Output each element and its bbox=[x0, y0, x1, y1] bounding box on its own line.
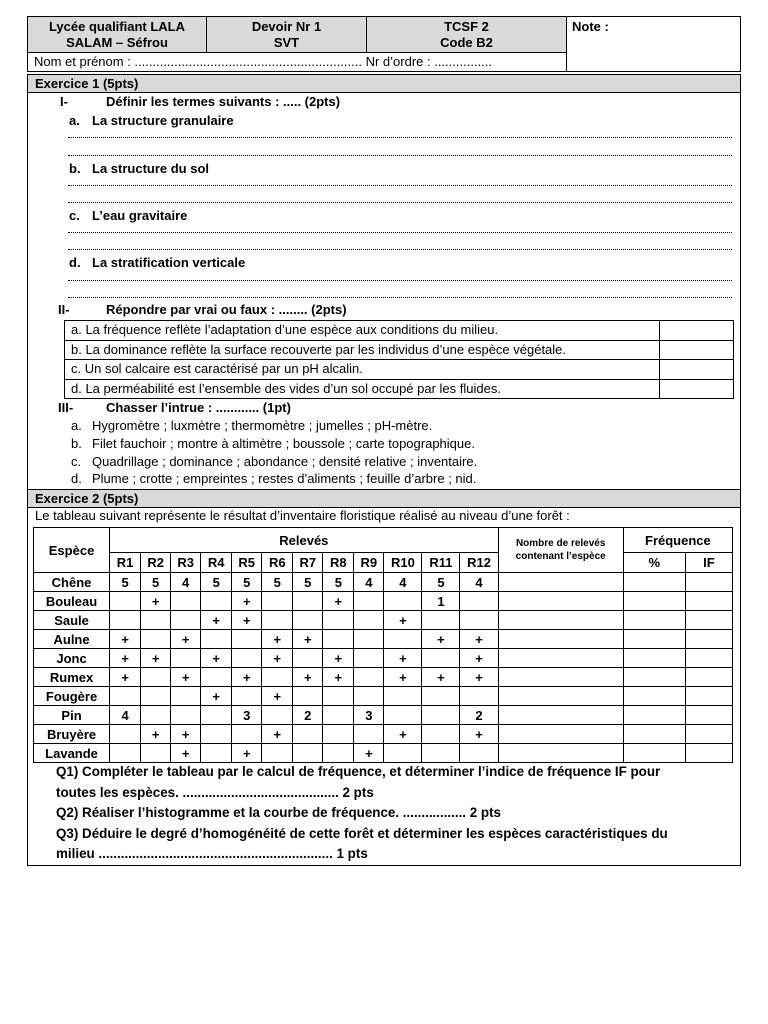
releve-cell bbox=[262, 592, 293, 611]
school-line-1: Lycée qualifiant LALA bbox=[48, 18, 186, 34]
species-name: Chêne bbox=[34, 573, 110, 592]
releve-cell bbox=[460, 744, 498, 763]
releve-cell: + bbox=[110, 668, 141, 687]
part-2-title: Répondre par vrai ou faux : ........ (2pts) bbox=[106, 302, 347, 317]
species-name: Saule bbox=[34, 611, 110, 630]
releve-cell: + bbox=[384, 668, 422, 687]
releve-cell bbox=[232, 649, 262, 668]
species-row bbox=[34, 649, 733, 668]
if-cell[interactable] bbox=[685, 592, 732, 611]
statement: a. La fréquence reflète l’adaptation d’une espèce aux conditions du milieu. bbox=[65, 321, 660, 341]
if-header: IF bbox=[685, 553, 732, 573]
releve-cell bbox=[422, 725, 460, 744]
species-name: Jonc bbox=[34, 649, 110, 668]
releve-cell: + bbox=[171, 744, 201, 763]
releve-cell bbox=[110, 744, 141, 763]
header-table bbox=[27, 16, 741, 72]
releve-cell: + bbox=[460, 649, 498, 668]
releve-cell: + bbox=[262, 630, 293, 649]
question-3: Q3) Déduire le degré d’homogénéité de cette forêt et déterminer les espèces caractéristiques du bbox=[56, 826, 668, 841]
answer-line[interactable] bbox=[68, 185, 732, 186]
releve-cell bbox=[293, 687, 323, 706]
percent-cell[interactable] bbox=[623, 592, 685, 611]
releve-cell bbox=[293, 725, 323, 744]
true-false-row bbox=[65, 360, 734, 380]
if-cell[interactable] bbox=[685, 687, 732, 706]
releve-cell bbox=[354, 649, 384, 668]
classe-line-2: Code B2 bbox=[440, 34, 493, 50]
percent-cell[interactable] bbox=[623, 725, 685, 744]
releve-cell bbox=[422, 706, 460, 725]
species-row bbox=[34, 573, 733, 592]
releve-cell: + bbox=[422, 630, 460, 649]
releve-cell bbox=[141, 687, 171, 706]
releve-cell bbox=[354, 687, 384, 706]
releve-cell bbox=[422, 649, 460, 668]
releve-column-header: R10 bbox=[384, 553, 422, 573]
releve-cell bbox=[384, 744, 422, 763]
releve-column-header: R2 bbox=[141, 553, 171, 573]
releve-cell bbox=[293, 592, 323, 611]
answer-box[interactable] bbox=[660, 340, 734, 360]
releve-cell bbox=[354, 725, 384, 744]
releve-cell: 3 bbox=[354, 706, 384, 725]
question-3-cont: milieu ............................................................... 1 pts bbox=[56, 846, 368, 861]
releve-cell bbox=[293, 744, 323, 763]
answer-box[interactable] bbox=[660, 379, 734, 399]
releve-cell bbox=[201, 630, 232, 649]
term-c: L’eau gravitaire bbox=[92, 208, 188, 223]
true-false-row bbox=[65, 379, 734, 399]
species-row bbox=[34, 687, 733, 706]
name-field[interactable]: Nom et prénom : ............................................................... Nr d’ordre : ................ bbox=[28, 53, 567, 72]
if-cell[interactable] bbox=[685, 630, 732, 649]
releve-cell: + bbox=[384, 649, 422, 668]
species-name: Rumex bbox=[34, 668, 110, 687]
species-row bbox=[34, 630, 733, 649]
percent-cell[interactable] bbox=[623, 744, 685, 763]
releve-cell bbox=[262, 706, 293, 725]
term-b-letter: b. bbox=[69, 161, 81, 176]
intrus-d: Plume ; crotte ; empreintes ; restes d’aliments ; feuille d’arbre ; nid. bbox=[92, 471, 477, 486]
answer-line[interactable] bbox=[68, 297, 732, 298]
if-cell[interactable] bbox=[685, 725, 732, 744]
releve-cell: + bbox=[110, 649, 141, 668]
releve-cell: 5 bbox=[422, 573, 460, 592]
exercise-2-intro: Le tableau suivant représente le résultat d’inventaire floristique réalisé au niveau d’une forêt : bbox=[35, 508, 570, 523]
releve-column-header: R12 bbox=[460, 553, 498, 573]
intrus-b: Filet fauchoir ; montre à altimètre ; boussole ; carte topographique. bbox=[92, 436, 475, 451]
releve-cell: + bbox=[293, 630, 323, 649]
releve-cell bbox=[354, 611, 384, 630]
part-2-number: II- bbox=[58, 302, 70, 317]
devoir-line-2: SVT bbox=[273, 34, 300, 50]
releve-cell bbox=[384, 706, 422, 725]
exercise-2-title: Exercice 2 (5pts) bbox=[28, 489, 740, 508]
term-d-letter: d. bbox=[69, 255, 81, 270]
releve-cell bbox=[201, 668, 232, 687]
term-d: La stratification verticale bbox=[92, 255, 246, 270]
releve-cell bbox=[262, 611, 293, 630]
releve-cell: + bbox=[141, 725, 171, 744]
releve-cell: + bbox=[171, 668, 201, 687]
percent-cell[interactable] bbox=[623, 668, 685, 687]
releve-cell: + bbox=[201, 649, 232, 668]
answer-line[interactable] bbox=[68, 202, 732, 203]
answer-line[interactable] bbox=[68, 232, 732, 233]
releve-cell bbox=[232, 725, 262, 744]
school-line-2: SALAM – Séfrou bbox=[66, 34, 168, 50]
if-cell[interactable] bbox=[685, 706, 732, 725]
species-name: Lavande bbox=[34, 744, 110, 763]
releve-cell bbox=[171, 611, 201, 630]
species-row bbox=[34, 725, 733, 744]
releve-cell bbox=[293, 611, 323, 630]
answer-line[interactable] bbox=[68, 249, 732, 250]
answer-box[interactable] bbox=[660, 321, 734, 341]
releve-column-header: R11 bbox=[422, 553, 460, 573]
part-3-number: III- bbox=[58, 400, 74, 415]
releve-cell: + bbox=[262, 725, 293, 744]
answer-box[interactable] bbox=[660, 360, 734, 380]
nombre-releves-cell[interactable] bbox=[498, 687, 623, 706]
releve-cell bbox=[171, 706, 201, 725]
intrus-a: Hygromètre ; luxmètre ; thermomètre ; jumelles ; pH-mètre. bbox=[92, 418, 433, 433]
releve-column-header: R4 bbox=[201, 553, 232, 573]
term-a-letter: a. bbox=[69, 113, 80, 128]
releve-cell bbox=[354, 630, 384, 649]
releve-cell bbox=[323, 611, 354, 630]
releve-cell bbox=[232, 630, 262, 649]
true-false-table bbox=[64, 320, 734, 399]
releve-cell bbox=[110, 592, 141, 611]
releve-cell: + bbox=[232, 592, 262, 611]
releve-cell bbox=[201, 744, 232, 763]
nombre-releves-cell[interactable] bbox=[498, 668, 623, 687]
species-row bbox=[34, 611, 733, 630]
if-cell[interactable] bbox=[685, 649, 732, 668]
if-cell[interactable] bbox=[685, 668, 732, 687]
releve-cell: 5 bbox=[293, 573, 323, 592]
releve-cell bbox=[171, 649, 201, 668]
releve-cell: + bbox=[232, 668, 262, 687]
releve-cell bbox=[323, 687, 354, 706]
releve-column-header: R9 bbox=[354, 553, 384, 573]
devoir-cell bbox=[207, 17, 367, 53]
releve-cell: + bbox=[201, 687, 232, 706]
releve-cell bbox=[201, 706, 232, 725]
releve-cell: + bbox=[293, 668, 323, 687]
releve-cell bbox=[384, 630, 422, 649]
note-label: Note : bbox=[572, 19, 609, 34]
releve-cell bbox=[171, 687, 201, 706]
species-name: Bouleau bbox=[34, 592, 110, 611]
species-row bbox=[34, 592, 733, 611]
releve-cell bbox=[262, 668, 293, 687]
releve-cell: + bbox=[171, 725, 201, 744]
statement: b. La dominance reflète la surface recouverte par les individus d’une espèce végétale. bbox=[65, 340, 660, 360]
releve-cell bbox=[323, 744, 354, 763]
releve-cell: 5 bbox=[110, 573, 141, 592]
releve-column-header: R7 bbox=[293, 553, 323, 573]
releve-cell: + bbox=[323, 668, 354, 687]
part-1-title: Définir les termes suivants : ..... (2pts) bbox=[106, 94, 341, 109]
question-1: Q1) Compléter le tableau par le calcul de fréquence, et déterminer l’indice de fréquence IF pour bbox=[56, 764, 661, 779]
species-row bbox=[34, 744, 733, 763]
releve-cell bbox=[141, 611, 171, 630]
devoir-line-1: Devoir Nr 1 bbox=[251, 18, 322, 34]
species-row bbox=[34, 706, 733, 725]
nombre-releves-cell[interactable] bbox=[498, 649, 623, 668]
releve-cell bbox=[323, 725, 354, 744]
releve-cell: 4 bbox=[460, 573, 498, 592]
releve-cell bbox=[384, 592, 422, 611]
exam-body bbox=[27, 74, 741, 866]
releve-cell: + bbox=[141, 649, 171, 668]
answer-line[interactable] bbox=[68, 280, 732, 281]
releve-cell: 3 bbox=[232, 706, 262, 725]
releve-cell bbox=[460, 687, 498, 706]
releve-cell: 4 bbox=[354, 573, 384, 592]
releve-cell: 4 bbox=[110, 706, 141, 725]
releve-cell: + bbox=[460, 725, 498, 744]
releve-cell: + bbox=[171, 630, 201, 649]
releve-cell bbox=[110, 725, 141, 744]
releve-cell bbox=[141, 668, 171, 687]
species-row bbox=[34, 668, 733, 687]
releve-cell: 4 bbox=[171, 573, 201, 592]
releve-cell bbox=[110, 611, 141, 630]
releve-cell: + bbox=[384, 725, 422, 744]
releve-cell: + bbox=[384, 611, 422, 630]
exam-header bbox=[27, 16, 741, 73]
releve-cell: 5 bbox=[141, 573, 171, 592]
releve-cell bbox=[201, 592, 232, 611]
releve-cell bbox=[354, 592, 384, 611]
exercise-1-title: Exercice 1 (5pts) bbox=[28, 75, 740, 93]
intrus-c: Quadrillage ; dominance ; abondance ; densité relative ; inventaire. bbox=[92, 454, 478, 469]
releve-column-header: R6 bbox=[262, 553, 293, 573]
releve-cell: + bbox=[354, 744, 384, 763]
percent-cell[interactable] bbox=[623, 611, 685, 630]
statement: d. La perméabilité est l’ensemble des vides d’un sol occupé par les fluides. bbox=[65, 379, 660, 399]
if-cell[interactable] bbox=[685, 611, 732, 630]
releve-cell: 5 bbox=[323, 573, 354, 592]
nombre-releves-header: Nombre de relevés contenant l’espèce bbox=[498, 528, 623, 573]
inventory-table bbox=[33, 527, 733, 763]
releve-cell: + bbox=[422, 668, 460, 687]
classe-line-1: TCSF 2 bbox=[444, 18, 489, 34]
releve-cell bbox=[262, 744, 293, 763]
releve-cell bbox=[422, 687, 460, 706]
intrus-d-letter: d. bbox=[71, 471, 82, 486]
part-3-title: Chasser l’intrue : ............ (1pt) bbox=[106, 400, 291, 415]
if-cell[interactable] bbox=[685, 573, 732, 592]
note-cell[interactable] bbox=[567, 17, 741, 72]
releve-cell: + bbox=[141, 592, 171, 611]
releve-cell: + bbox=[110, 630, 141, 649]
releve-cell bbox=[460, 592, 498, 611]
part-1-number: I- bbox=[60, 94, 68, 109]
releve-cell: + bbox=[232, 744, 262, 763]
statement: c. Un sol calcaire est caractérisé par un pH alcalin. bbox=[65, 360, 660, 380]
percent-cell[interactable] bbox=[623, 649, 685, 668]
nombre-releves-cell[interactable] bbox=[498, 744, 623, 763]
releve-cell bbox=[141, 706, 171, 725]
releve-cell bbox=[171, 592, 201, 611]
releve-cell: + bbox=[201, 611, 232, 630]
intrus-b-letter: b. bbox=[71, 436, 82, 451]
releve-cell: + bbox=[323, 649, 354, 668]
releve-cell: 5 bbox=[262, 573, 293, 592]
espece-header: Espèce bbox=[34, 528, 110, 573]
releve-cell bbox=[141, 744, 171, 763]
releve-cell: + bbox=[262, 687, 293, 706]
percent-cell[interactable] bbox=[623, 630, 685, 649]
releve-cell: + bbox=[323, 592, 354, 611]
nombre-releves-cell[interactable] bbox=[498, 725, 623, 744]
answer-line[interactable] bbox=[68, 155, 732, 156]
releve-cell bbox=[422, 611, 460, 630]
nombre-releves-cell[interactable] bbox=[498, 706, 623, 725]
intrus-c-letter: c. bbox=[71, 454, 82, 469]
term-c-letter: c. bbox=[69, 208, 80, 223]
releve-cell bbox=[141, 630, 171, 649]
releve-column-header: R1 bbox=[110, 553, 141, 573]
releve-column-header: R3 bbox=[171, 553, 201, 573]
releve-cell bbox=[110, 687, 141, 706]
percent-cell[interactable] bbox=[623, 573, 685, 592]
if-cell[interactable] bbox=[685, 744, 732, 763]
releve-cell bbox=[201, 725, 232, 744]
releve-cell bbox=[232, 687, 262, 706]
true-false-row bbox=[65, 340, 734, 360]
releve-cell bbox=[354, 668, 384, 687]
classe-cell bbox=[367, 17, 567, 53]
species-name: Bruyère bbox=[34, 725, 110, 744]
question-2: Q2) Réaliser l’histogramme et la courbe de fréquence. ................. 2 pts bbox=[56, 805, 502, 820]
releve-column-header: R5 bbox=[232, 553, 262, 573]
answer-line[interactable] bbox=[68, 137, 732, 138]
releve-cell: 1 bbox=[422, 592, 460, 611]
nombre-releves-cell[interactable] bbox=[498, 573, 623, 592]
species-name: Aulne bbox=[34, 630, 110, 649]
releve-column-header: R8 bbox=[323, 553, 354, 573]
releve-cell: 5 bbox=[232, 573, 262, 592]
releve-cell: 2 bbox=[293, 706, 323, 725]
frequence-header: Fréquence bbox=[623, 528, 732, 553]
species-name: Fougère bbox=[34, 687, 110, 706]
nombre-releves-cell[interactable] bbox=[498, 630, 623, 649]
releve-cell bbox=[422, 744, 460, 763]
releve-cell: 4 bbox=[384, 573, 422, 592]
releve-cell: + bbox=[460, 668, 498, 687]
releve-cell bbox=[384, 687, 422, 706]
question-1-cont: toutes les espèces. .......................................... 2 pts bbox=[56, 785, 374, 800]
true-false-row bbox=[65, 321, 734, 341]
nombre-releves-cell[interactable] bbox=[498, 592, 623, 611]
inventory-body bbox=[34, 573, 733, 763]
intrus-a-letter: a. bbox=[71, 418, 82, 433]
releve-cell bbox=[323, 630, 354, 649]
school-cell bbox=[28, 17, 207, 53]
percent-cell[interactable] bbox=[623, 687, 685, 706]
percent-cell[interactable] bbox=[623, 706, 685, 725]
releve-cell bbox=[460, 611, 498, 630]
percent-header: % bbox=[623, 553, 685, 573]
nombre-releves-cell[interactable] bbox=[498, 611, 623, 630]
releve-cell: + bbox=[460, 630, 498, 649]
releve-cell: 2 bbox=[460, 706, 498, 725]
releve-cell bbox=[293, 649, 323, 668]
releve-cell bbox=[323, 706, 354, 725]
term-a: La structure granulaire bbox=[92, 113, 234, 128]
species-name: Pin bbox=[34, 706, 110, 725]
term-b: La structure du sol bbox=[92, 161, 210, 176]
releve-cell: + bbox=[232, 611, 262, 630]
releves-header: Relevés bbox=[110, 528, 499, 553]
releve-cell: + bbox=[262, 649, 293, 668]
releve-cell: 5 bbox=[201, 573, 232, 592]
